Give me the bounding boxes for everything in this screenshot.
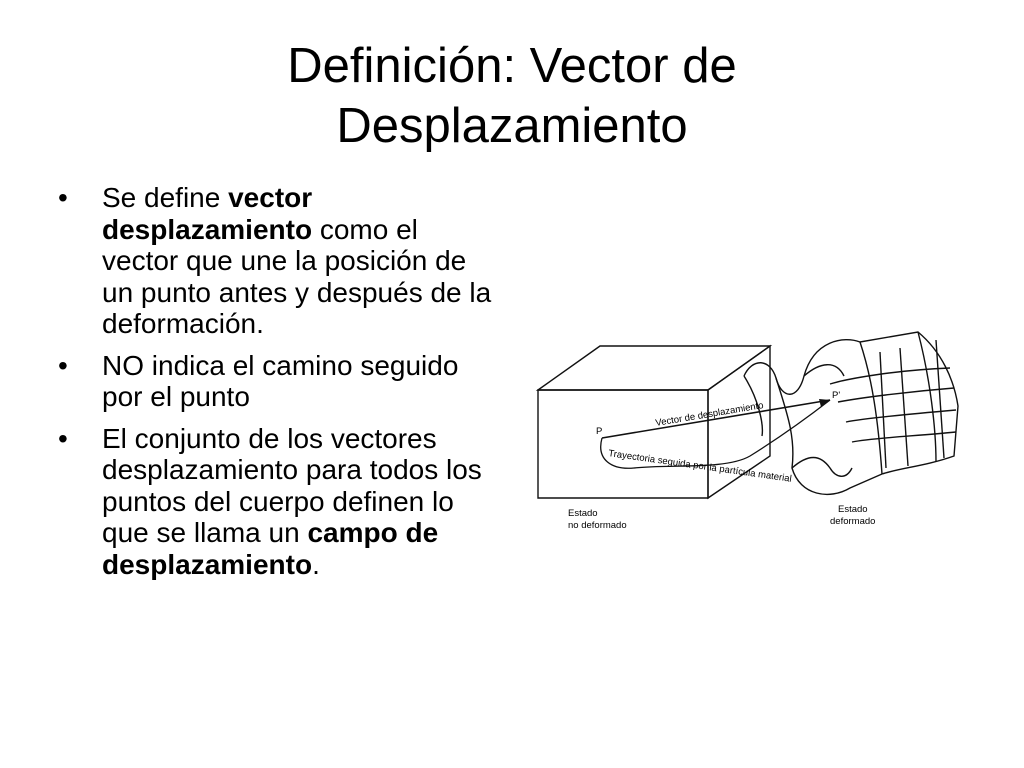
bullet-text: Se define bbox=[102, 182, 229, 213]
bullet-item-no-path bbox=[58, 350, 498, 413]
slide-title-line-2: Desplazamiento bbox=[336, 99, 688, 153]
bullet-list bbox=[58, 182, 498, 590]
cube-front-face bbox=[538, 390, 708, 498]
bullet-item-field bbox=[58, 423, 498, 581]
bullet-bold-term: campo de desplazamiento bbox=[102, 517, 439, 580]
bullet-marker: • bbox=[58, 182, 68, 213]
vector-arrowhead bbox=[819, 399, 830, 407]
deformed-label-line-1: Estado bbox=[838, 504, 868, 515]
trajectory-label: Trayectoria seguida por la partícula material bbox=[607, 448, 793, 485]
bullet-text: NO indica el camino seguido por el punto bbox=[102, 349, 459, 412]
bullet-text: como el vector que une la posición de un punto antes y después de la deformación. bbox=[102, 213, 492, 339]
vector-label: Vector de desplazamiento bbox=[654, 400, 765, 429]
deformed-label-line-2: deformado bbox=[830, 516, 876, 527]
undeformed-label-line-1: Estado bbox=[568, 508, 598, 519]
slide-title bbox=[0, 36, 1024, 156]
deformed-body bbox=[744, 332, 958, 494]
bullet-text: . bbox=[312, 548, 320, 580]
bullet-marker: • bbox=[58, 349, 68, 381]
undeformed-label-line-2: no deformado bbox=[568, 520, 627, 531]
bullet-text: El conjunto de los vectores desplazamiento para todos los puntos del cuerpo definen lo que se llama un bbox=[102, 422, 482, 548]
displacement-diagram bbox=[530, 318, 970, 548]
bullet-marker: • bbox=[58, 422, 68, 454]
slide-title-line-1: Definición: Vector de bbox=[287, 39, 737, 93]
bullet-item-definition bbox=[58, 182, 498, 340]
cube-top-face bbox=[538, 346, 770, 390]
displacement-figure bbox=[530, 318, 970, 548]
point-p-prime-label: P' bbox=[832, 390, 841, 401]
point-p-label: P bbox=[596, 426, 603, 437]
bullet-bold-term: vector desplazamiento bbox=[102, 182, 313, 245]
